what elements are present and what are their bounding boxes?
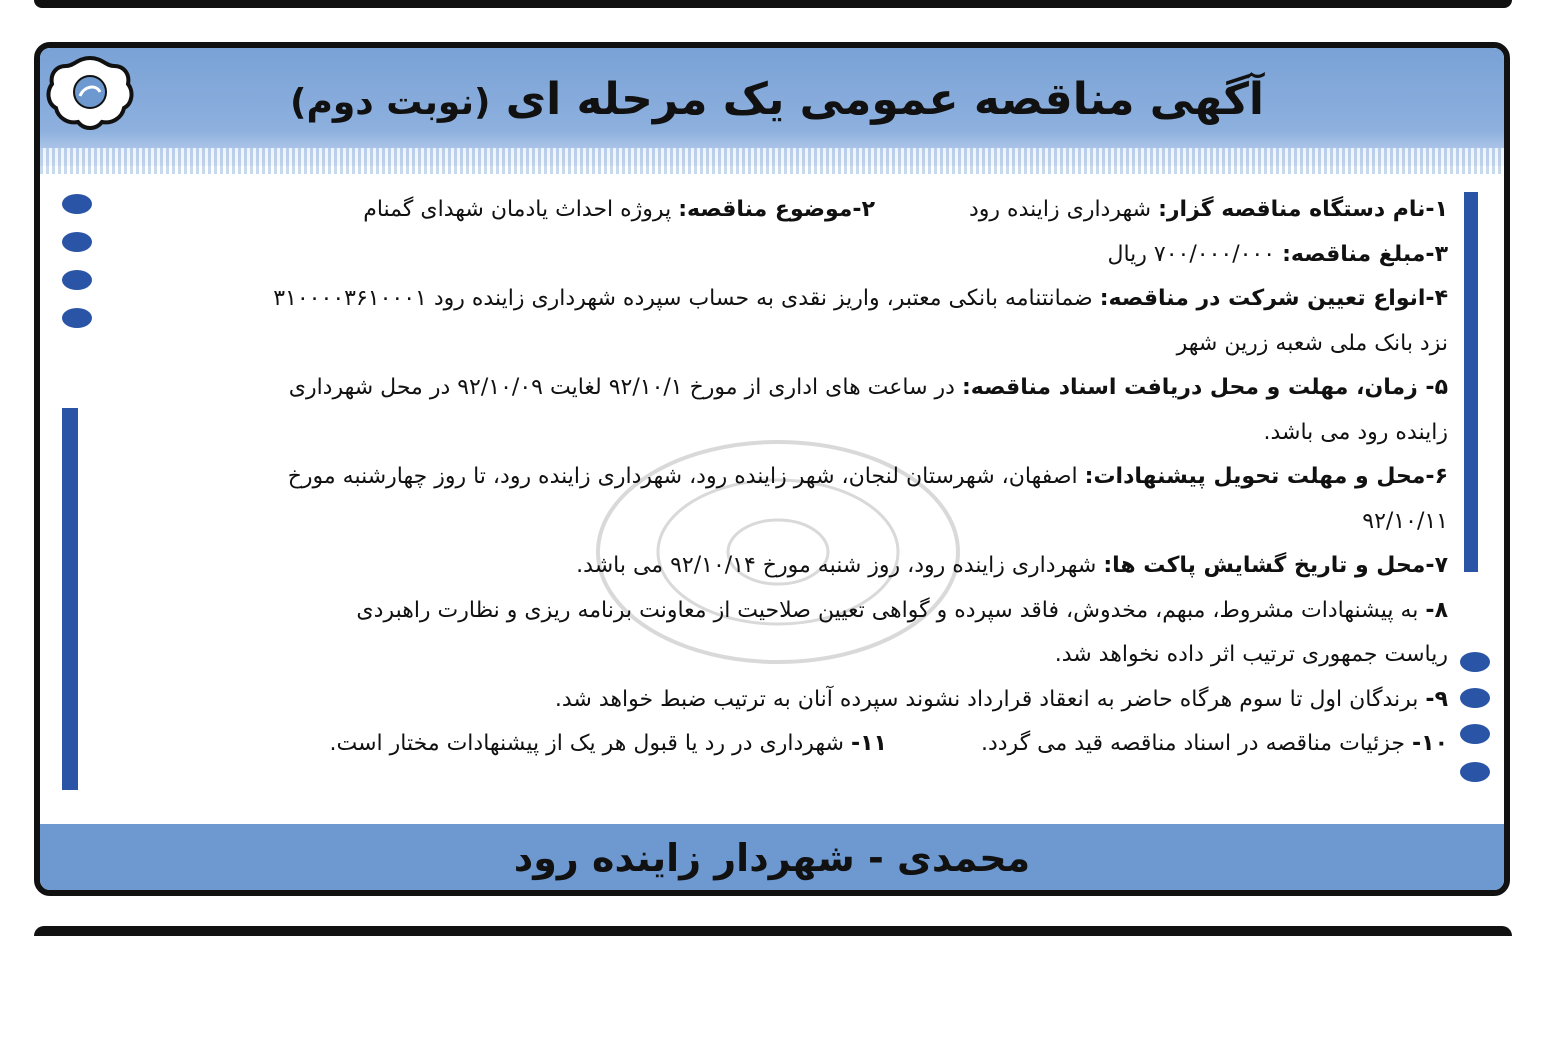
item-4-cont: نزد بانک ملی شعبه زرین شهر xyxy=(1176,330,1448,356)
item-label: ۱۱- xyxy=(850,731,887,756)
item-value: شهرداری زاینده رود xyxy=(969,197,1152,222)
item-value: جزئیات مناقصه در اسناد مناقصه قید می گردد. xyxy=(980,731,1405,756)
item-value: برندگان اول تا سوم هرگاه حاضر به انعقاد قرارداد نشوند سپرده آنان به ترتیب ضبط خواهد شد. xyxy=(554,686,1419,712)
notice-footer xyxy=(40,824,1504,890)
tender-notice-frame xyxy=(34,42,1510,896)
item-value: ضمانتنامه بانکی معتبر، واریز نقدی به حساب سپرده شهرداری زاینده رود ۳۱۰۰۰۰۳۶۱۰۰۰۱ xyxy=(273,286,1093,311)
decor-dot xyxy=(1460,724,1490,744)
decor-dot xyxy=(62,232,92,252)
title-main: آگهی مناقصه عمومی یک مرحله ای xyxy=(505,74,1264,125)
item-value: پروژه احداث یادمان شهدای گمنام xyxy=(363,197,672,222)
item-9 xyxy=(92,678,1448,723)
decor-dot xyxy=(62,308,92,328)
item-label: ۶-محل و مهلت تحویل پیشنهادات: xyxy=(1084,464,1448,489)
item-5-cont: زاینده رود می باشد. xyxy=(1263,419,1448,445)
notice-body xyxy=(92,188,1448,767)
item-6 xyxy=(92,455,1448,500)
item-label: ۲-موضوع مناقصه: xyxy=(678,197,875,222)
item-10-11 xyxy=(92,722,1448,767)
item-label: ۴-انواع تعیین شرکت در مناقصه: xyxy=(1099,286,1448,311)
item-value: ۷۰۰/۰۰۰/۰۰۰ ریال xyxy=(1107,241,1276,267)
item-value: اصفهان، شهرستان لنجان، شهر زاینده رود، شهرداری زاینده رود، تا روز چهارشنبه مورخ xyxy=(287,464,1078,489)
item-label: ۱۰- xyxy=(1412,731,1448,756)
decor-dot xyxy=(1460,688,1490,708)
notice-title xyxy=(290,70,1264,133)
left-decor-bar xyxy=(62,408,78,790)
mayor-signature: محمدی - شهردار زاینده رود xyxy=(513,836,1031,880)
item-3 xyxy=(92,233,1448,278)
decor-dot xyxy=(62,194,92,214)
municipality-logo-icon xyxy=(44,54,136,134)
item-value: شهرداری در رد یا قبول هر یک از پیشنهادات مختار است. xyxy=(329,731,844,756)
title-round: (نوبت دوم) xyxy=(290,82,491,123)
right-decor-bar xyxy=(1464,192,1478,572)
item-7 xyxy=(92,544,1448,589)
item-label: ۹- xyxy=(1425,686,1448,712)
header-dotted-band xyxy=(40,148,1504,174)
item-4 xyxy=(92,277,1448,322)
notice-header xyxy=(40,48,1504,166)
item-label: ۸- xyxy=(1425,597,1448,623)
item-label: ۵- زمان، مهلت و محل دریافت اسناد مناقصه: xyxy=(961,375,1448,400)
top-rule xyxy=(34,0,1512,8)
decor-dot xyxy=(1460,652,1490,672)
item-label: ۳-مبلغ مناقصه: xyxy=(1282,241,1448,267)
item-6-cont: ۹۲/۱۰/۱۱ xyxy=(1362,508,1448,534)
item-5 xyxy=(92,366,1448,411)
item-8 xyxy=(92,589,1448,634)
decor-dot xyxy=(1460,762,1490,782)
bottom-rule xyxy=(34,926,1512,936)
item-label: ۷-محل و تاریخ گشایش پاکت ها: xyxy=(1103,553,1448,578)
item-value: شهرداری زاینده رود، روز شنبه مورخ ۹۲/۱۰/۱۴ می باشد. xyxy=(576,553,1097,578)
decor-dot xyxy=(62,270,92,290)
item-value: در ساعت های اداری از مورخ ۹۲/۱۰/۱ لغایت ۹۲/۱۰/۰۹ در محل شهرداری xyxy=(288,375,955,400)
item-8-cont: ریاست جمهوری ترتیب اثر داده نخواهد شد. xyxy=(1054,642,1448,667)
item-1-2 xyxy=(92,188,1448,233)
item-label: ۱-نام دستگاه مناقصه گزار: xyxy=(1158,197,1448,222)
item-value: به پیشنهادات مشروط، مبهم، مخدوش، فاقد سپرده و گواهی تعیین صلاحیت از معاونت برنامه ریزی و نظارت راهبردی xyxy=(356,597,1419,623)
